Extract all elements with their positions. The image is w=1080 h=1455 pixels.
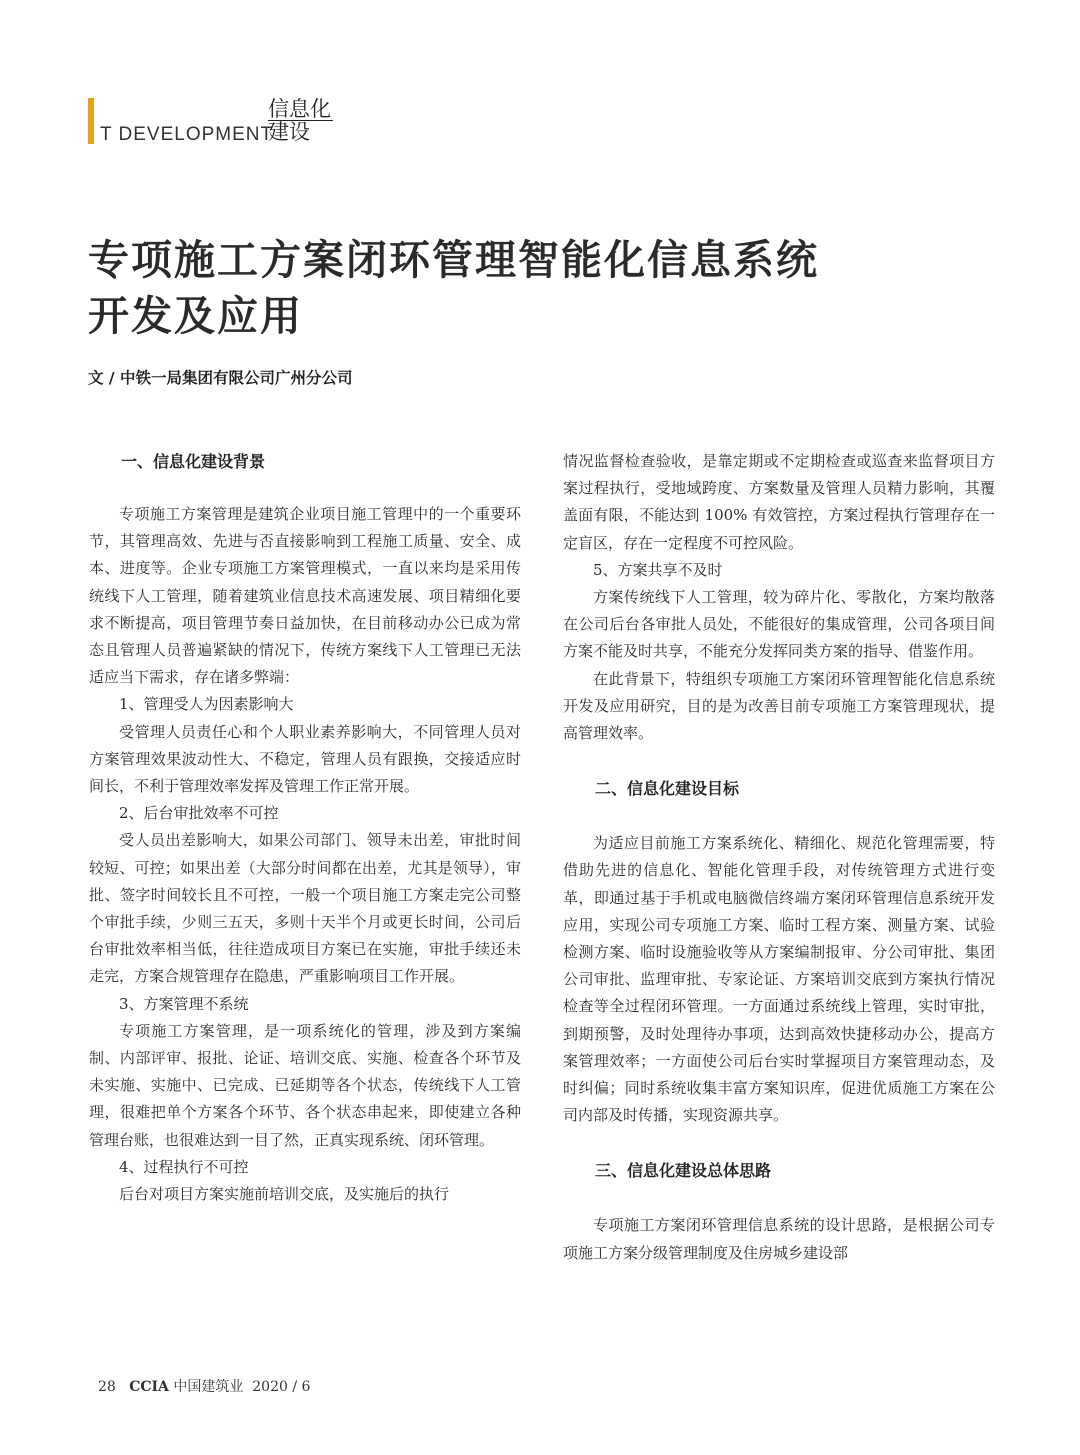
journal-chinese-name: 中国建筑业 bbox=[173, 1379, 244, 1395]
header-chinese-line2: 建设 bbox=[268, 120, 310, 144]
article-title-line1: 专项施工方案闭环管理智能化信息系统 bbox=[88, 236, 819, 284]
paragraph: 方案传统线下人工管理，较为碎片化、零散化，方案均散落在公司后台各审批人员处，不能很好的集成管理，公司各项目间方案不能及时共享，不能充分发挥同类方案的指导、借鉴作用。 bbox=[563, 588, 995, 661]
header-accent-bar bbox=[88, 98, 94, 144]
subheading: 5、方案共享不及时 bbox=[593, 560, 723, 579]
section-heading-3: 三、信息化建设总体思路 bbox=[595, 1161, 772, 1181]
paragraph: 受人员出差影响大，如果公司部门、领导未出差，审批时间较短、可控；如果出差（大部分时间都在出差，尤其是领导），审批、签字时间较长且不可控，一般一个项目施工方案走完公司整个审批手续，少则三五天，多则十天半个月或更长时间，公司后台审批效率相当低，往往造成项目方案已在实施，审批手续还未走完，方案合规管理存在隐患，严重影响项目工作开展。 bbox=[89, 831, 521, 986]
paragraph: 专项施工方案管理是建筑企业项目施工管理中的一个重要环节，其管理高效、先进与否直接影响到工程施工质量、安全、成本、进度等。企业专项施工方案管理模式，一直以来均是采用传统线下人工管理，随着建筑业信息技术高速发展、项目精细化要求不断提高，项目管理节奏日益加快，在目前移动办公已成为常态且管理人员普遍紧缺的情况下，传统方案线下人工管理已无法适应当下需求，存在诸多弊端： bbox=[89, 505, 521, 687]
left-column bbox=[89, 448, 521, 1208]
header-chinese-label bbox=[268, 98, 340, 144]
paragraph: 为适应目前施工方案系统化、精细化、规范化管理需要，特借助先进的信息化、智能化管理手段，对传统管理方式进行变革，即通过基于手机或电脑微信终端方案闭环管理信息系统开发应用，实现公司专项施工方案、临时工程方案、测量方案、试验检测方案、临时设施验收等从方案编制报审、分公司审批、集团公司审批、监理审批、专家论证、方案培训交底到方案执行情况检查等全过程闭环管理。一方面通过系统线上管理，实时审批，到期预警，及时处理待办事项，达到高效快捷移动办公，提高方案管理效率；一方面使公司后台实时掌握项目方案管理动态，及时纠偏；同时系统收集丰富方案知识库，促进优质施工方案在公司内部及时传播，实现资源共享。 bbox=[563, 834, 995, 1125]
header-english-label: T DEVELOPMENT bbox=[100, 124, 274, 145]
journal-issue: 2020 / 6 bbox=[252, 1379, 311, 1395]
section-header bbox=[88, 98, 388, 148]
subheading: 2、后台审批效率不可控 bbox=[119, 804, 279, 823]
paragraph: 专项施工方案闭环管理信息系统的设计思路，是根据公司专项施工方案分级管理制度及住房城乡建设部 bbox=[563, 1216, 995, 1262]
paragraph: 情况监督检查验收，是靠定期或不定期检查或巡查来监督项目方案过程执行，受地域跨度、方案数量及管理人员精力影响，其覆盖面有限，不能达到 100% 有效管控，方案过程执行管理存在一定盲区，存在一定程度不可控风险。 bbox=[563, 452, 995, 552]
article-author: 文 / 中铁一局集团有限公司广州分公司 bbox=[88, 369, 353, 387]
article-title-line2: 开发及应用 bbox=[88, 292, 303, 340]
paragraph: 专项施工方案管理，是一项系统化的管理，涉及到方案编制、内部评审、报批、论证、培训交底、实施、检查各个环节及未实施、实施中、已完成、已延期等各个状态，传统线下人工管理，很难把单个方案各个环节、各个状态串起来，即使建立各种管理台账，也很难达到一目了然，正真实现系统、闭环管理。 bbox=[89, 1021, 521, 1149]
right-column bbox=[563, 448, 995, 1267]
article-title bbox=[88, 232, 988, 344]
header-chinese-line1: 信息化 bbox=[268, 97, 331, 121]
section-heading-2: 二、信息化建设目标 bbox=[595, 779, 740, 799]
page-footer bbox=[98, 1376, 310, 1396]
subheading: 3、方案管理不系统 bbox=[119, 994, 249, 1013]
page-number: 28 bbox=[98, 1379, 116, 1395]
paragraph: 后台对项目方案实施前培训交底，及实施后的执行 bbox=[119, 1185, 450, 1204]
paragraph: 在此背景下，特组织专项施工方案闭环管理智能化信息系统开发及应用研究，目的是为改善目前专项施工方案管理现状，提高管理效率。 bbox=[563, 669, 995, 743]
journal-english-name: CCIA bbox=[129, 1379, 169, 1395]
subheading: 1、管理受人为因素影响大 bbox=[119, 695, 294, 714]
section-heading-1: 一、信息化建设背景 bbox=[121, 452, 266, 471]
paragraph: 受管理人员责任心和个人职业素养影响大，不同管理人员对方案管理效果波动性大、不稳定，管理人员有跟换，交接适应时间长，不利于管理效率发挥及管理工作正常开展。 bbox=[89, 722, 521, 796]
subheading: 4、过程执行不可控 bbox=[119, 1157, 249, 1176]
